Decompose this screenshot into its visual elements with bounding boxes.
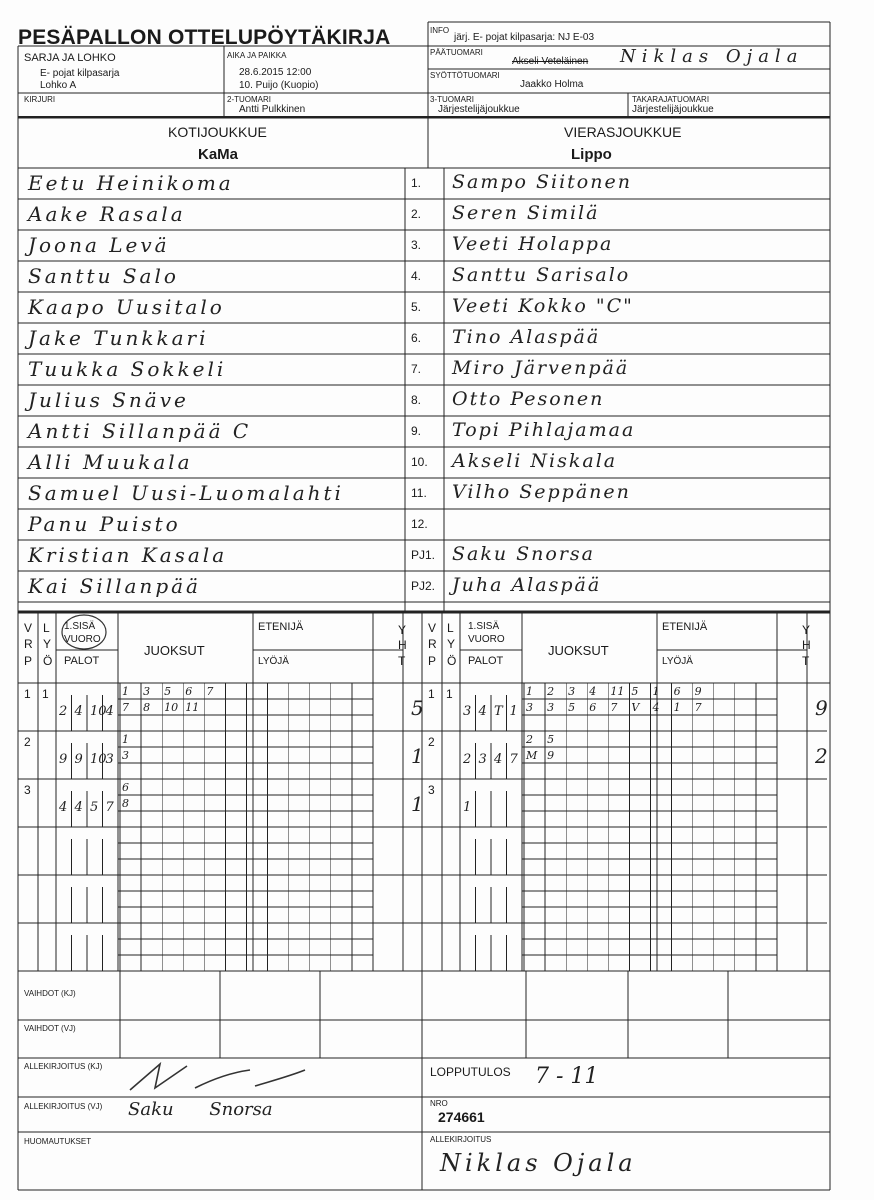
away-player-name: Seren Similä — [452, 202, 600, 224]
signature-main: Niklas Ojala — [440, 1149, 637, 1177]
away-player-name: Vilho Seppänen — [452, 481, 631, 503]
aika-label: AIKA JA PAIKKA — [227, 51, 287, 60]
home-player-name: Antti Sillanpää C — [28, 419, 252, 443]
roster-number: 6. — [411, 331, 422, 345]
run-top-value: 9 — [694, 685, 702, 698]
palot-value: 4 — [74, 800, 83, 815]
header-etenija: ETENIJÄ — [662, 621, 708, 633]
home-player-name: Santtu Salo — [28, 264, 179, 288]
run-bottom-value: 7 — [610, 701, 618, 714]
header-sisa: 1.SISÄ — [468, 621, 500, 632]
header-palot: PALOT — [64, 655, 100, 667]
paatuomari-signature: Niklas Ojala — [620, 46, 804, 67]
header-r: R — [428, 637, 437, 651]
vaihdot-vj-label: VAIHDOT (VJ) — [24, 1024, 76, 1033]
inning-total: 2 — [815, 744, 828, 768]
palot-value: 3 — [463, 704, 472, 719]
info-value: järj. E- pojat kilpasarja: NJ E-03 — [454, 32, 595, 43]
roster-number: 12. — [411, 517, 428, 531]
away-player-name: Saku Snorsa — [452, 543, 595, 565]
roster-number: 8. — [411, 393, 422, 407]
run-bottom-value: 7 — [122, 701, 129, 714]
home-player-name: Kaapo Uusitalo — [28, 295, 225, 319]
header-palot: PALOT — [468, 655, 504, 667]
inning-lyoja: 1 — [446, 687, 453, 701]
inning-number: 2 — [428, 735, 435, 749]
header-l: L — [447, 621, 454, 635]
palot-value: 4 — [59, 800, 68, 815]
away-player-name: Tino Alaspää — [452, 326, 601, 348]
header-p: P — [428, 654, 437, 668]
header-lyoja: LYÖJÄ — [258, 656, 289, 667]
signature-kj — [125, 1058, 315, 1099]
header-juoksut: JUOKSUT — [144, 643, 205, 658]
aika-value-1: 28.6.2015 12:00 — [239, 67, 312, 78]
run-bottom-value: 5 — [568, 701, 576, 714]
huomautukset-label: HUOMAUTUKSET — [24, 1137, 92, 1146]
run-top-value: 5 — [547, 733, 555, 746]
header-y: Y — [447, 637, 456, 651]
palot-value: 5 — [90, 800, 99, 815]
header-yht-t: T — [398, 654, 406, 668]
roster-number: 9. — [411, 424, 422, 438]
inning-total: 1 — [411, 744, 424, 768]
signature-vj: Saku Snorsa — [128, 1099, 273, 1120]
palot-value: 3 — [105, 752, 114, 767]
roster-number: PJ1. — [411, 548, 436, 562]
syottotuomari-label: SYÖTTÖTUOMARI — [430, 71, 500, 80]
inning-lyoja: 1 — [42, 687, 49, 701]
run-top-value: 3 — [568, 685, 576, 698]
run-top-value: 2 — [547, 685, 555, 698]
palot-value: 4 — [478, 704, 487, 719]
takaraja-label: TAKARAJATUOMARI — [632, 95, 710, 104]
run-bottom-value: 8 — [143, 701, 151, 714]
header-yht-h: H — [802, 638, 811, 652]
tuomari2-value: Antti Pulkkinen — [239, 104, 306, 115]
vaihdot-kj-label: VAIHDOT (KJ) — [24, 989, 76, 998]
run-top-value: 6 — [673, 685, 681, 698]
header-y: Y — [43, 637, 52, 651]
allekirjoitus-kj-label: ALLEKIRJOITUS (KJ) — [24, 1062, 103, 1071]
header-sisa: 1.SISÄ — [64, 621, 96, 632]
run-top-value: 7 — [206, 685, 214, 698]
away-player-name: Miro Järvenpää — [452, 357, 630, 379]
kirjuri-label: KIRJURI — [24, 95, 56, 104]
away-team-label: VIERASJOUKKUE — [564, 124, 682, 140]
run-top-value: 4 — [589, 685, 597, 698]
roster-number: PJ2. — [411, 579, 436, 593]
home-player-name: Kai Sillanpää — [28, 574, 201, 598]
palot-value: 7 — [509, 752, 518, 767]
home-player-name: Jake Tunkkari — [28, 326, 209, 350]
run-bottom-value: 3 — [122, 749, 129, 762]
header-vuoro: VUORO — [64, 634, 101, 645]
run-bottom-value: 6 — [589, 701, 597, 714]
away-team-name: Lippo — [571, 146, 612, 163]
inning-total: 9 — [815, 696, 828, 720]
nro-label: NRO — [430, 1099, 448, 1108]
run-bottom-value: 7 — [694, 701, 702, 714]
info-label: INFO — [430, 26, 450, 35]
home-player-name: Tuukka Sokkeli — [28, 357, 227, 381]
away-player-name: Akseli Niskala — [452, 450, 618, 472]
home-player-name: Panu Puisto — [28, 512, 181, 536]
sarja-value-2: Lohko A — [40, 80, 77, 91]
palot-value: 3 — [478, 752, 487, 767]
palot-value: 4 — [74, 704, 83, 719]
run-top-value: 5 — [631, 685, 639, 698]
home-team-name: KaMa — [198, 146, 239, 163]
home-player-name: Eetu Heinikoma — [28, 171, 234, 195]
header-v: V — [24, 621, 33, 635]
roster-number: 5. — [411, 300, 422, 314]
home-player-name: Alli Muukala — [28, 450, 193, 474]
run-bottom-value: 9 — [547, 749, 555, 762]
syottotuomari-value: Jaakko Holma — [520, 79, 584, 90]
takaraja-value: Järjestelijäjoukkue — [632, 104, 714, 115]
inning-number: 2 — [24, 735, 31, 749]
lopputulos-label: LOPPUTULOS — [430, 1065, 511, 1079]
away-player-name: Sampo Siitonen — [452, 171, 632, 193]
header-etenija: ETENIJÄ — [258, 621, 304, 633]
header-l: L — [43, 621, 50, 635]
run-top-value: 5 — [164, 685, 172, 698]
roster-number: 7. — [411, 362, 422, 376]
home-player-name: Julius Snäve — [28, 388, 189, 412]
roster-number: 4. — [411, 269, 422, 283]
palot-value: 4 — [105, 704, 114, 719]
palot-value: 4 — [494, 752, 503, 767]
tuomari2-label: 2-TUOMARI — [227, 95, 271, 104]
away-player-name: Veeti Holappa — [452, 233, 614, 255]
allekirjoitus-label: ALLEKIRJOITUS — [430, 1135, 492, 1144]
sheet-title: PESÄPALLON OTTELUPÖYTÄKIRJA — [18, 26, 391, 49]
run-top-value: 6 — [122, 781, 129, 794]
run-top-value: 3 — [143, 685, 151, 698]
header-juoksut: JUOKSUT — [548, 643, 609, 658]
header-yht-y: Y — [398, 623, 407, 637]
tuomari3-value: Järjestelijäjoukkue — [438, 104, 520, 115]
roster-number: 1. — [411, 176, 422, 190]
run-bottom-value: 1 — [673, 701, 681, 714]
home-player-name: Joona Levä — [28, 233, 170, 257]
run-top-value: 1 — [652, 685, 660, 698]
roster-number: 11. — [411, 486, 427, 500]
header-yht-t: T — [802, 654, 810, 668]
palot-value: T — [494, 704, 503, 719]
home-team-label: KOTIJOUKKUE — [168, 124, 267, 140]
aika-value-2: 10. Puijo (Kuopio) — [239, 80, 319, 91]
header-vuoro: VUORO — [468, 634, 505, 645]
home-player-name: Kristian Kasala — [28, 543, 228, 567]
nro-value: 274661 — [438, 1109, 485, 1125]
paatuomari-value: Akseli Veteläinen — [512, 56, 589, 67]
palot-value: 2 — [59, 704, 68, 719]
inning-number: 3 — [24, 783, 31, 797]
inning-total: 5 — [411, 696, 424, 720]
run-bottom-value: 3 — [547, 701, 555, 714]
inning-total: 1 — [411, 792, 424, 816]
roster-number: 2. — [411, 207, 422, 221]
palot-value: 10 — [90, 752, 107, 767]
roster-number: 10. — [411, 455, 428, 469]
palot-value: 9 — [59, 752, 68, 767]
palot-value: 7 — [105, 800, 114, 815]
run-bottom-value: 3 — [526, 701, 533, 714]
run-top-value: 1 — [122, 733, 129, 746]
away-player-name: Veeti Kokko "C" — [452, 295, 634, 317]
palot-value: 9 — [74, 752, 83, 767]
sarja-label: SARJA JA LOHKO — [24, 52, 116, 64]
away-player-name: Topi Pihlajamaa — [452, 419, 636, 441]
palot-value: 1 — [509, 704, 518, 719]
inning-number: 1 — [428, 687, 435, 701]
header-p: P — [24, 654, 33, 668]
palot-value: 2 — [463, 752, 472, 767]
away-player-name: Santtu Sarisalo — [452, 264, 631, 286]
run-bottom-value: 10 — [164, 701, 179, 714]
palot-value: 1 — [463, 800, 472, 815]
run-bottom-value: M — [526, 749, 538, 762]
home-player-name: Samuel Uusi-Luomalahti — [28, 481, 344, 505]
run-top-value: 1 — [526, 685, 533, 698]
header-o: Ö — [447, 654, 457, 668]
paatuomari-label: PÄÄTUOMARI — [430, 48, 483, 57]
run-bottom-value: 8 — [122, 797, 129, 810]
run-bottom-value: V — [631, 701, 640, 714]
run-bottom-value: 4 — [652, 701, 660, 714]
run-top-value: 6 — [185, 685, 193, 698]
home-player-name: Aake Rasala — [28, 202, 186, 226]
inning-number: 1 — [24, 687, 31, 701]
away-player-name: Juha Alaspää — [452, 574, 602, 596]
allekirjoitus-vj-label: ALLEKIRJOITUS (VJ) — [24, 1102, 103, 1111]
header-r: R — [24, 637, 33, 651]
run-top-value: 11 — [610, 685, 625, 698]
header-o: Ö — [43, 654, 53, 668]
inning-number: 3 — [428, 783, 435, 797]
away-player-name: Otto Pesonen — [452, 388, 605, 410]
tuomari3-label: 3-TUOMARI — [430, 95, 474, 104]
header-lyoja: LYÖJÄ — [662, 656, 693, 667]
palot-value: 10 — [90, 704, 107, 719]
run-top-value: 2 — [526, 733, 533, 746]
sarja-value-1: E- pojat kilpasarja — [40, 68, 120, 79]
roster-number: 3. — [411, 238, 422, 252]
run-bottom-value: 11 — [185, 701, 200, 714]
header-yht-y: Y — [802, 623, 811, 637]
header-yht-h: H — [398, 638, 407, 652]
lopputulos-value: 7 - 11 — [535, 1064, 599, 1089]
run-top-value: 1 — [122, 685, 129, 698]
header-v: V — [428, 621, 437, 635]
